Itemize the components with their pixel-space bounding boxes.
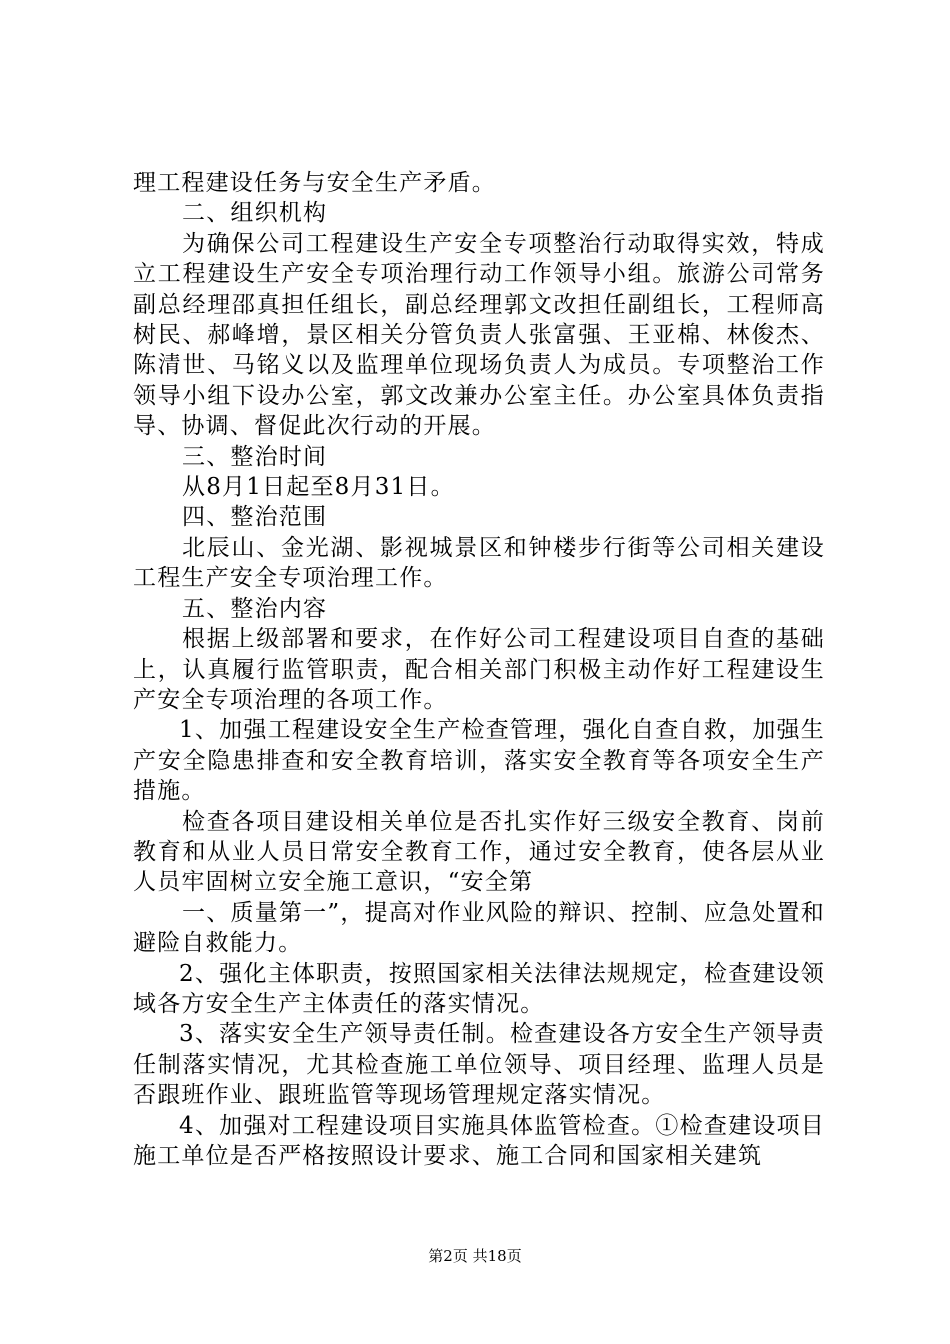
paragraph: 四、整治范围 [182, 504, 328, 531]
paragraph: 五、整治内容 [182, 595, 328, 622]
paragraph: 从8月1日起至8月31日。 [182, 474, 455, 501]
paragraph: 二、组织机构 [182, 200, 328, 227]
paragraph: 2、强化主体职责，按照国家相关法律法规规定，检查建设领域各方安全生产主体责任的落实情况。 [133, 960, 825, 1017]
paragraph: 3、落实安全生产领导责任制。检查建设各方安全生产领导责任制落实情况，尤其检查施工单位领导、项目经理、监理人员是否跟班作业、跟班监管等现场管理规定落实情况。 [133, 1021, 825, 1109]
paragraph: 一、质量第一”，提高对作业风险的辩识、控制、应急处置和避险自救能力。 [133, 899, 825, 957]
paragraph: 4、加强对工程建设项目实施具体监管检查。①检查建设项目施工单位是否严格按照设计要求、施工合同和国家相关建筑 [133, 1112, 825, 1169]
paragraph: 为确保公司工程建设生产安全专项整治行动取得实效，特成立工程建设生产安全专项治理行动工作领导小组。旅游公司常务副总经理邵真担任组长，副总经理郭文改担任副组长，工程师高树民、郝峰增，景区相关分管负责人张富强、王亚棉、林俊杰、陈清世、马铭义以及监理单位现场负责人为成员。专项整治工作领导小组下设办公室，郭文改兼办公室主任。办公室具体负责指导、协调、督促此次行动的开展。 [133, 230, 825, 440]
page-footer: 第2页 共18页 [428, 1247, 522, 1265]
paragraph: 北辰山、金光湖、影视城景区和钟楼步行街等公司相关建设工程生产安全专项治理工作。 [133, 534, 825, 592]
paragraph: 检查各项目建设相关单位是否扎实作好三级安全教育、岗前教育和从业人员日常安全教育工作，通过安全教育，使各层从业人员牢固树立安全施工意识，“安全第 [133, 808, 825, 896]
paragraph: 根据上级部署和要求，在作好公司工程建设项目自查的基础上，认真履行监管职责，配合相关部门积极主动作好工程建设生产安全专项治理的各项工作。 [133, 626, 825, 713]
paragraph: 1、加强工程建设安全生产检查管理，强化自查自救，加强生产安全隐患排查和安全教育培训，落实安全教育等各项安全生产措施。 [133, 717, 825, 805]
document-body [133, 168, 825, 1171]
paragraph: 理工程建设任务与安全生产矛盾。 [133, 170, 496, 196]
paragraph: 三、整治时间 [182, 443, 328, 470]
